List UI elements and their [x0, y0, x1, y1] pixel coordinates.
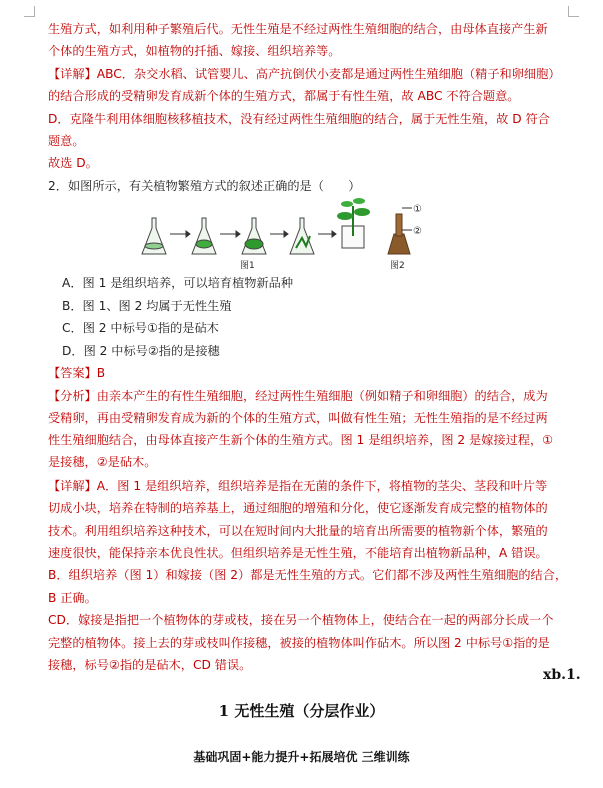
figure-2-caption: 图2 [390, 261, 405, 271]
text-line: 的结合形成的受精卵发育成新个体的生殖方式，都属于有性生殖，故 ABC 不符合题意。 [48, 89, 520, 103]
detail-line: B 正确。 [48, 591, 97, 605]
analysis-line: 是接穗，②是砧木。 [48, 455, 157, 469]
analysis-line: 性生殖细胞结合，由母体直接产生新个体的生殖方式。图 1 是组织培养，图 2 是嫁接过程，① [48, 433, 554, 447]
option-d: D．图 2 中标号②指的是接穗 [62, 344, 220, 358]
detail-line: 【详解】A．图 1 是组织培养，组织培养是指在无菌的条件下，将植物的茎尖、茎段和叶片等 [48, 479, 548, 493]
label-mark-2: ② [413, 226, 422, 237]
text-line: 故选 D。 [48, 156, 98, 170]
text-line: 生殖方式，如利用种子繁殖后代。无性生殖是不经过两性生殖细胞的结合，由母体直接产生新 [48, 22, 548, 36]
detail-line: CD．嫁接是指把一个植物体的芽或枝，接在另一个植物体上，使结合在一起的两部分长成一个 [48, 613, 554, 627]
flask-3 [242, 218, 266, 254]
question-stem: 2．如图所示，有关植物繁殖方式的叙述正确的是（ ） [48, 179, 361, 193]
side-mark: xb.1. [543, 667, 581, 683]
detail-line: 技术。利用组织培养这种技术，可以在短时间内大批量的培育出所需要的植物新个体，繁殖的 [48, 524, 548, 538]
option-c: C．图 2 中标号①指的是砧木 [62, 321, 219, 335]
detail-line: 速度很快，能保持亲本优良性状。但组织培养是无性生殖，不能培育出植物新品种，A 错误。 [48, 546, 548, 560]
detail-line: 完整的植物体。接上去的芽或枝叫作接穗，被接的植物体叫作砧木。所以图 2 中标号①指的是 [48, 636, 550, 650]
option-b: B．图 1、图 2 均属于无性生殖 [62, 299, 232, 313]
flask-2 [192, 218, 216, 254]
plant-propagation-figure [140, 196, 460, 271]
answer-line: 【答案】B [48, 366, 106, 380]
flask-4 [290, 218, 314, 254]
text-line: 个体的生殖方式，如植物的扦插、嫁接、组织培养等。 [48, 44, 341, 58]
label-mark-1: ① [413, 204, 422, 215]
detail-line: 切成小块，培养在特制的培养基上，通过细胞的增殖和分化，使它逐渐发育成完整的植物体的 [48, 501, 548, 515]
detail-line: 接穗，标号②指的是砧木，CD 错误。 [48, 658, 252, 672]
corner-mark [568, 6, 579, 17]
section-subtitle: 基础巩固+能力提升+拓展培优 三维训练 [193, 750, 410, 764]
figure-1-caption: 图1 [240, 261, 255, 271]
potted-plant [337, 198, 370, 248]
detail-line: B．组织培养（图 1）和嫁接（图 2）都是无性生殖的方式。它们都不涉及两性生殖细胞的结合， [48, 568, 568, 582]
analysis-line: 受精卵，再由受精卵发育成为新的个体的生殖方式，叫做有性生殖；无性生殖指的是不经过两 [48, 411, 548, 425]
text-line: D．克隆牛利用体细胞核移植技术，没有经过两性生殖细胞的结合，属于无性生殖，故 D 符合 [48, 112, 550, 126]
flask-1 [142, 218, 166, 254]
analysis-line: 【分析】由亲本产生的有性生殖细胞，经过两性生殖细胞（例如精子和卵细胞）的结合，成为 [48, 389, 548, 403]
text-line: 【详解】ABC．杂交水稻、试管婴儿、高产抗倒伏小麦都是通过两性生殖细胞（精子和卵细胞） [48, 67, 561, 81]
text-line: 题意。 [48, 134, 85, 148]
option-a: A．图 1 是组织培养，可以培育植物新品种 [62, 276, 294, 290]
corner-mark [24, 6, 35, 17]
grafting-diagram [388, 208, 412, 254]
section-title: 1 无性生殖（分层作业） [218, 702, 385, 720]
